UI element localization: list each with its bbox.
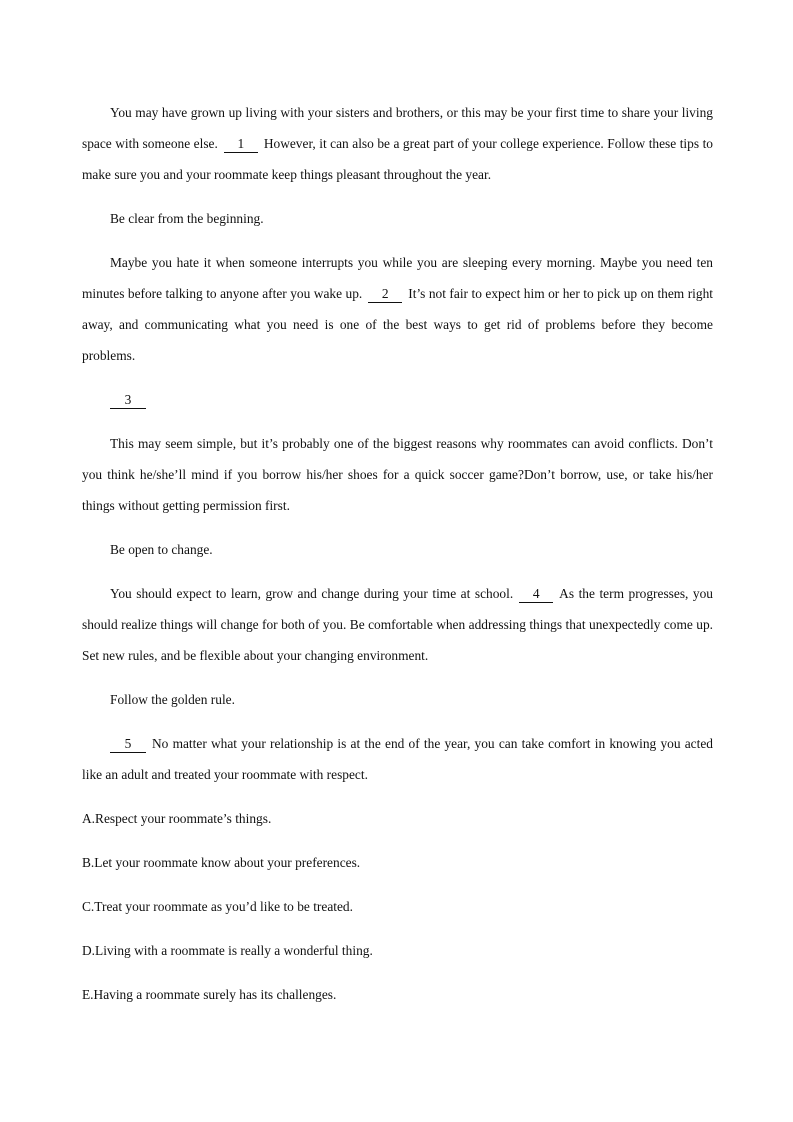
paragraph-be-open-text-after: As the term progresses, you should realize things will change for both of you. Be comfortable when addressing things that unexpectedly come up. Set new rules, and be flexible about your changing environment. xyxy=(82,586,713,663)
paragraph-golden-rule xyxy=(82,728,713,790)
paragraph-be-clear-text-before: Maybe you hate it when someone interrupts you while you are sleeping every morning. Maybe you need ten minutes before talking to anyone after you wake up. xyxy=(82,255,713,301)
blank-3: 3 xyxy=(110,391,146,409)
blank-5: 5 xyxy=(110,735,146,753)
paragraph-golden-rule-text: No matter what your relationship is at the end of the year, you can take comfort in knowing you acted like an adult and treated your roommate with respect. xyxy=(82,736,713,782)
option-c: C.Treat your roommate as you’d like to be treated. xyxy=(82,899,353,914)
paragraph-intro xyxy=(82,97,713,190)
paragraph-be-open-text-before: You should expect to learn, grow and change during your time at school. xyxy=(110,586,514,601)
section-heading-be-clear: Be clear from the beginning. xyxy=(110,211,264,226)
section-heading-be-open: Be open to change. xyxy=(110,542,213,557)
blank-2: 2 xyxy=(368,285,402,303)
paragraph-respect-things: This may seem simple, but it’s probably one of the biggest reasons why roommates can avoid conflicts. Don’t you think he/she’ll mind if you borrow his/her shoes for a quick soccer game?Don’t borrow, use, or take his/her things without getting permission first. xyxy=(82,436,713,513)
section-heading-golden-rule: Follow the golden rule. xyxy=(110,692,235,707)
option-e: E.Having a roommate surely has its challenges. xyxy=(82,987,337,1002)
paragraph-be-clear-text-after: It’s not fair to expect him or her to pick up on them right away, and communicating what you need is one of the best ways to get rid of problems before they become problems. xyxy=(82,286,713,363)
option-b: B.Let your roommate know about your preferences. xyxy=(82,855,361,870)
option-d: D.Living with a roommate is really a wonderful thing. xyxy=(82,943,373,958)
option-a: A.Respect your roommate’s things. xyxy=(82,811,272,826)
paragraph-intro-text-after: However, it can also be a great part of your college experience. Follow these tips to make sure you and your roommate keep things pleasant throughout the year. xyxy=(82,136,713,182)
paragraph-be-open xyxy=(82,578,713,671)
paragraph-be-clear xyxy=(82,247,713,371)
blank-4: 4 xyxy=(519,585,553,603)
blank-1: 1 xyxy=(224,135,258,153)
section-heading-blank-3 xyxy=(82,384,713,415)
paragraph-intro-text-before: You may have grown up living with your sisters and brothers, or this may be your first time to share your living space with someone else. xyxy=(82,105,713,151)
